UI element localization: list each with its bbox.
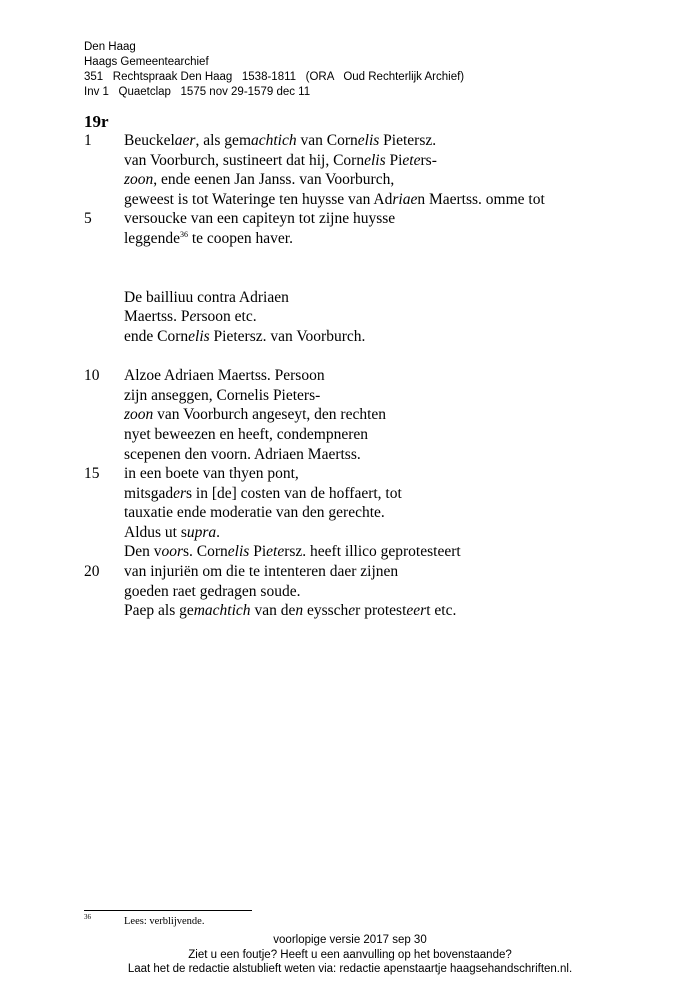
- line-text: Alzoe Adriaen Maertss. Persoon: [124, 367, 325, 385]
- line-text: leggende$^{36}$ te coopen haver.: [124, 229, 293, 247]
- line-number: 5: [84, 210, 92, 228]
- line-text: van Voorburch, sustineert dat hij, Cornelis Pieters-: [124, 151, 437, 169]
- line-text: goeden raet gedragen soude.: [124, 582, 301, 600]
- folio-number: 19r: [84, 112, 109, 131]
- line-number: 15: [84, 465, 100, 483]
- footer-contact: Laat het de redactie alstublieft weten via: redactie apenstaartje haagsehandschriften.nl.: [127, 963, 573, 975]
- footer-question: Ziet u een foutje? Heeft u een aanvulling op het bovenstaande?: [188, 948, 512, 961]
- line-text: Beuckelaer, als gemachtich van Cornelis Pietersz.: [124, 132, 437, 149]
- header-collection: 351 Rechtspraak Den Haag 1538-1811 (ORA Oud Rechterlijk Archief): [84, 71, 465, 83]
- line-text: tauxatie ende moderatie van den gerechte.: [124, 504, 385, 522]
- line-text: zoon, ende eenen Jan Janss. van Voorburch,: [124, 171, 395, 189]
- line-text: van injuriën om die te intenteren daer zijnen: [124, 563, 399, 581]
- footnote-text: Lees: verblijvende.: [124, 916, 205, 927]
- line-text: in een boete van thyen pont,: [124, 465, 299, 483]
- line-text: zoon van Voorburch angeseyt, den rechten: [124, 406, 387, 424]
- line-text: ende Cornelis Pietersz. van Voorburch.: [124, 327, 366, 345]
- header-archive: Haags Gemeentearchief: [84, 56, 209, 68]
- line-number: 10: [84, 367, 100, 385]
- page-footer: [0, 933, 700, 977]
- line-text: De bailliuu contra Adriaen: [124, 288, 289, 306]
- footer-version: voorlopige versie 2017 sep 30: [273, 934, 427, 946]
- line-number: 1: [84, 132, 92, 149]
- line-number: 20: [84, 563, 100, 581]
- line-text: mitsgaders in [de] costen van de hoffaert, tot: [124, 484, 402, 502]
- line-text: geweest is tot Wateringe ten huysse van Adriaen Maertss. omme tot: [124, 190, 545, 208]
- footnote-number: 36: [84, 913, 91, 921]
- line-text: Maertss. Persoon etc.: [124, 308, 257, 326]
- line-text: scepenen den voorn. Adriaen Maertss.: [124, 445, 361, 463]
- header-inventory: Inv 1 Quaetclap 1575 nov 29-1579 dec 11: [84, 86, 311, 98]
- footnote-divider: [84, 910, 252, 911]
- header-city: Den Haag: [84, 41, 136, 53]
- line-text: Aldus ut supra.: [124, 523, 221, 541]
- line-text: nyet beweezen en heeft, condempneren: [124, 425, 368, 443]
- line-text: Paep als gemachtich van den eysscher protesteert etc.: [124, 602, 457, 620]
- line-text: Den voors. Cornelis Pietersz. heeft illico geprotesteert: [124, 543, 461, 561]
- footnote-reference: 36: [179, 229, 188, 239]
- line-text: zijn anseggen, Cornelis Pieters-: [124, 386, 321, 404]
- line-text: versoucke van een capiteyn tot zijne huysse: [124, 210, 396, 228]
- document-header: [84, 40, 464, 100]
